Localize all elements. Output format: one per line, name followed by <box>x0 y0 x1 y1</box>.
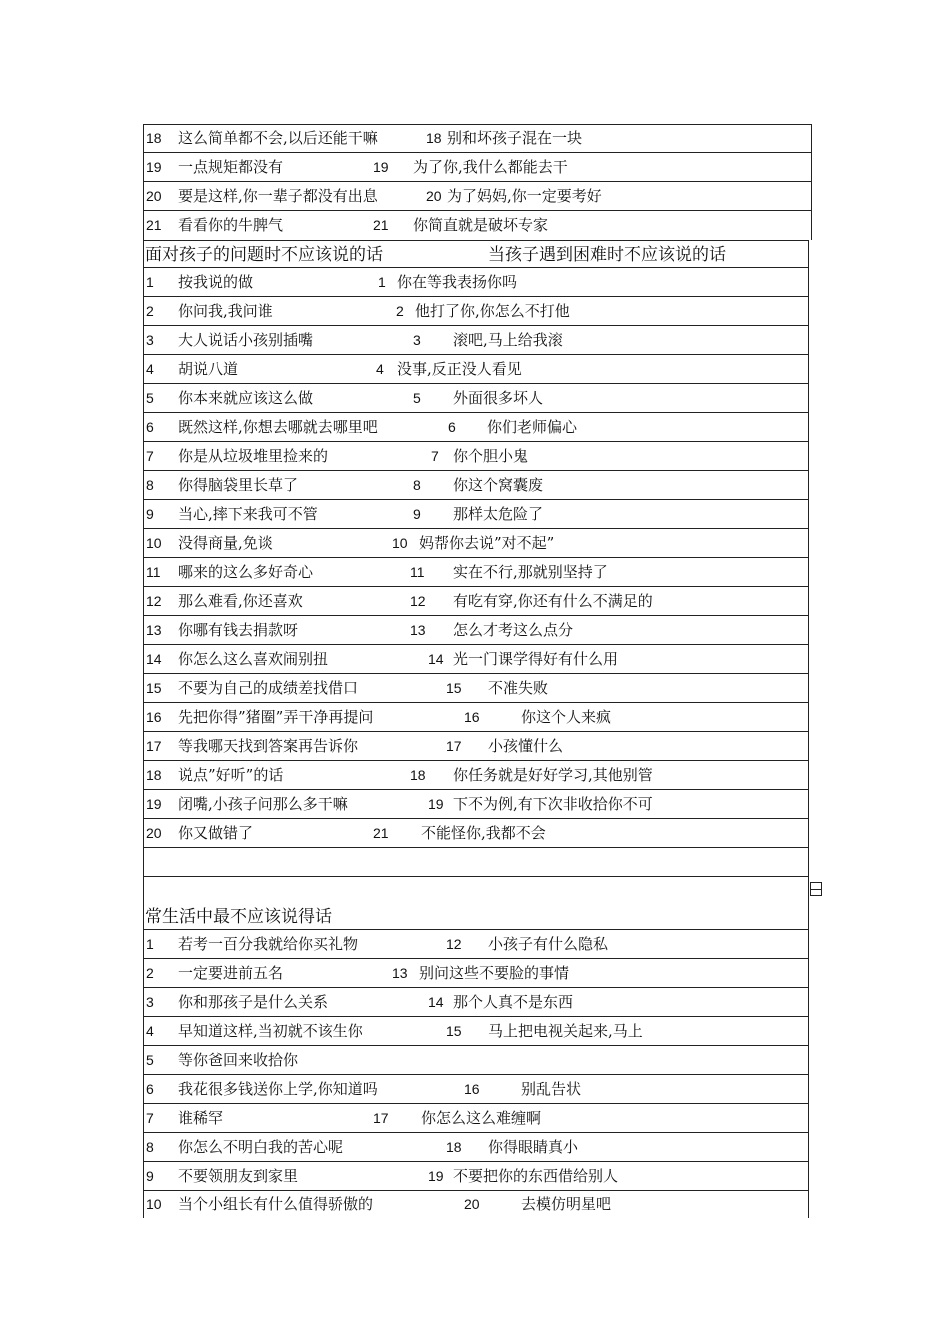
row-number: 21 <box>146 217 162 233</box>
table-row <box>143 1017 809 1046</box>
row-text: 你怎么不明白我的苦心呢 <box>178 1138 344 1156</box>
row-number: 14 <box>146 651 162 667</box>
row-number: 15 <box>146 680 162 696</box>
table-row <box>143 1133 809 1162</box>
row-number: 1 <box>146 274 154 290</box>
row-text: 你本来就应该这么做 <box>178 389 314 407</box>
row-number: 10 <box>146 535 162 551</box>
row-text: 别问这些不要脸的事情 <box>419 964 570 982</box>
row-number: 3 <box>146 994 154 1010</box>
table-row <box>143 529 809 558</box>
row-number: 4 <box>146 1023 154 1039</box>
row-text: 你们老师偏心 <box>487 418 578 436</box>
row-number: 10 <box>146 1196 162 1212</box>
table-row <box>143 703 809 732</box>
row-number: 11 <box>146 564 161 580</box>
row-number: 8 <box>413 477 421 493</box>
row-number: 7 <box>431 448 439 464</box>
row-text: 你任务就是好好学习,其他别管 <box>453 766 653 784</box>
row-number: 13 <box>410 622 426 638</box>
row-number: 19 <box>146 796 162 812</box>
row-number: 20 <box>146 825 162 841</box>
row-number: 9 <box>146 506 154 522</box>
table-row <box>143 442 809 471</box>
row-number: 11 <box>410 564 425 580</box>
row-text: 下不为例,有下次非收拾你不可 <box>453 795 653 813</box>
row-number: 21 <box>373 825 389 841</box>
row-number: 12 <box>446 936 462 952</box>
row-number: 5 <box>146 390 154 406</box>
table-row <box>143 819 809 848</box>
table-row <box>143 1190 809 1219</box>
row-number: 18 <box>426 130 442 146</box>
row-number: 12 <box>146 593 162 609</box>
row-number: 15 <box>446 680 462 696</box>
table-row <box>143 471 809 500</box>
row-text: 你怎么这么难缠啊 <box>421 1109 542 1127</box>
row-text: 没事,反正没人看见 <box>397 360 522 378</box>
section-heading-row <box>143 902 809 930</box>
row-number: 17 <box>146 738 162 754</box>
row-text: 既然这样,你想去哪就去哪里吧 <box>178 418 378 436</box>
table-row-empty <box>143 848 809 877</box>
row-number: 1 <box>378 274 386 290</box>
row-text: 你和那孩子是什么关系 <box>178 993 329 1011</box>
row-text: 先把你得”猪圈”弄干净再提问 <box>178 708 374 726</box>
row-number: 21 <box>373 217 389 233</box>
row-number: 19 <box>146 159 162 175</box>
row-text: 你个胆小鬼 <box>453 447 529 465</box>
row-text: 早知道这样,当初就不该生你 <box>178 1022 363 1040</box>
row-text: 光一门课学得好有什么用 <box>453 650 619 668</box>
table-row <box>143 790 809 819</box>
row-number: 14 <box>428 994 444 1010</box>
row-text: 别乱告状 <box>521 1080 582 1098</box>
row-number: 12 <box>410 593 426 609</box>
row-text: 去模仿明星吧 <box>521 1195 612 1213</box>
row-text: 你又做错了 <box>178 824 254 842</box>
table-row <box>143 645 809 674</box>
row-text: 你是从垃圾堆里捡来的 <box>178 447 329 465</box>
row-number: 4 <box>146 361 154 377</box>
table-row <box>143 326 809 355</box>
table-resize-handle[interactable] <box>810 882 822 896</box>
row-text: 看看你的牛脾气 <box>178 216 284 234</box>
row-number: 2 <box>146 965 154 981</box>
row-text: 马上把电视关起来,马上 <box>488 1022 643 1040</box>
table-row <box>143 268 809 297</box>
row-number: 19 <box>373 159 389 175</box>
row-text: 你怎么这么喜欢闹别扭 <box>178 650 329 668</box>
table-row <box>143 500 809 529</box>
row-number: 13 <box>146 622 162 638</box>
row-number: 20 <box>464 1196 480 1212</box>
row-text: 有吃有穿,你还有什么不满足的 <box>453 592 653 610</box>
row-text: 为了妈妈,你一定要考好 <box>447 187 602 205</box>
table-row <box>143 959 809 988</box>
table-row <box>143 211 812 240</box>
row-number: 7 <box>146 448 154 464</box>
row-number: 18 <box>446 1139 462 1155</box>
row-text: 按我说的做 <box>178 273 254 291</box>
row-text: 妈帮你去说”对不起” <box>419 534 555 552</box>
row-text: 这么简单都不会,以后还能干嘛 <box>178 129 378 147</box>
row-text: 别和坏孩子混在一块 <box>447 129 583 147</box>
table-row <box>143 297 809 326</box>
row-text: 不准失败 <box>488 679 549 697</box>
row-text: 当个小组长有什么值得骄傲的 <box>178 1195 374 1213</box>
row-text: 你这个窝囊废 <box>453 476 544 494</box>
row-number: 15 <box>446 1023 462 1039</box>
row-text: 为了你,我什么都能去干 <box>413 158 568 176</box>
row-number: 18 <box>146 767 162 783</box>
row-text: 你在等我表扬你吗 <box>397 273 518 291</box>
row-number: 5 <box>146 1052 154 1068</box>
row-text: 不要领朋友到家里 <box>178 1167 299 1185</box>
row-text: 不要把你的东西借给别人 <box>453 1167 619 1185</box>
row-number: 16 <box>464 1081 480 1097</box>
row-text: 若考一百分我就给你买礼物 <box>178 935 359 953</box>
row-text: 滚吧,马上给我滚 <box>453 331 563 349</box>
row-text: 实在不行,那就别坚持了 <box>453 563 608 581</box>
row-text: 你哪有钱去捐款呀 <box>178 621 299 639</box>
row-text: 他打了你,你怎么不打他 <box>415 302 570 320</box>
row-text: 那样太危险了 <box>453 505 544 523</box>
table-row <box>143 930 809 959</box>
row-text: 当心,摔下来我可不管 <box>178 505 318 523</box>
row-text: 一点规矩都没有 <box>178 158 284 176</box>
table-row <box>143 355 809 384</box>
section-heading-left: 面对孩子的问题时不应该说的话 <box>145 245 383 265</box>
table-row <box>143 761 809 790</box>
row-number: 16 <box>146 709 162 725</box>
row-number: 18 <box>146 130 162 146</box>
row-text: 你这个人来疯 <box>521 708 612 726</box>
table-row <box>143 384 809 413</box>
row-text: 谁稀罕 <box>178 1109 224 1127</box>
row-text: 不要为自己的成绩差找借口 <box>178 679 359 697</box>
row-number: 20 <box>146 188 162 204</box>
table-row <box>143 674 809 703</box>
table-row <box>143 1046 809 1075</box>
table-row <box>143 558 809 587</box>
table-row <box>143 1162 809 1191</box>
row-number: 7 <box>146 1110 154 1126</box>
table-row <box>143 1075 809 1104</box>
row-number: 3 <box>146 332 154 348</box>
row-number: 17 <box>446 738 462 754</box>
row-number: 8 <box>146 1139 154 1155</box>
row-text: 哪来的这么多好奇心 <box>178 563 314 581</box>
row-text: 外面很多坏人 <box>453 389 544 407</box>
row-text: 小孩懂什么 <box>488 737 564 755</box>
row-text: 说点”好听”的话 <box>178 766 284 784</box>
row-number: 19 <box>428 1168 444 1184</box>
row-number: 20 <box>426 188 442 204</box>
row-text: 一定要进前五名 <box>178 964 284 982</box>
row-number: 17 <box>373 1110 389 1126</box>
row-number: 10 <box>392 535 408 551</box>
row-text: 你得眼睛真小 <box>488 1138 579 1156</box>
row-number: 6 <box>146 419 154 435</box>
row-text: 要是这样,你一辈子都没有出息 <box>178 187 378 205</box>
row-number: 16 <box>464 709 480 725</box>
row-text: 胡说八道 <box>178 360 239 378</box>
row-text: 闭嘴,小孩子问那么多干嘛 <box>178 795 348 813</box>
row-number: 9 <box>146 1168 154 1184</box>
row-text: 你简直就是破坏专家 <box>413 216 549 234</box>
section-heading: 常生活中最不应该说得话 <box>145 907 332 927</box>
table-row <box>143 988 809 1017</box>
row-text: 那个人真不是东西 <box>453 993 574 1011</box>
row-text: 没得商量,免谈 <box>178 534 273 552</box>
row-number: 19 <box>428 796 444 812</box>
table-row <box>143 182 812 211</box>
table-row <box>143 153 812 182</box>
row-number: 9 <box>413 506 421 522</box>
row-number: 8 <box>146 477 154 493</box>
row-number: 2 <box>396 303 404 319</box>
table-row <box>143 1104 809 1133</box>
row-number: 1 <box>146 936 154 952</box>
row-text: 大人说话小孩别插嘴 <box>178 331 314 349</box>
row-number: 5 <box>413 390 421 406</box>
row-text: 你问我,我问谁 <box>178 302 273 320</box>
row-text: 那么难看,你还喜欢 <box>178 592 303 610</box>
row-number: 4 <box>376 361 384 377</box>
row-text: 怎么才考这么点分 <box>453 621 574 639</box>
section-heading-right: 当孩子遇到困难时不应该说的话 <box>488 245 726 265</box>
section-heading-row <box>143 240 809 268</box>
row-text: 你得脑袋里长草了 <box>178 476 299 494</box>
table-row <box>143 124 812 153</box>
row-text: 等我哪天找到答案再告诉你 <box>178 737 359 755</box>
row-number: 6 <box>146 1081 154 1097</box>
row-text: 不能怪你,我都不会 <box>421 824 546 842</box>
row-number: 2 <box>146 303 154 319</box>
row-number: 6 <box>448 419 456 435</box>
table-row <box>143 732 809 761</box>
row-text: 我花很多钱送你上学,你知道吗 <box>178 1080 378 1098</box>
row-number: 14 <box>428 651 444 667</box>
table-row <box>143 587 809 616</box>
row-text: 小孩子有什么隐私 <box>488 935 609 953</box>
row-number: 13 <box>392 965 408 981</box>
table-row <box>143 413 809 442</box>
table-row <box>143 616 809 645</box>
row-text: 等你爸回来收拾你 <box>178 1051 299 1069</box>
row-number: 18 <box>410 767 426 783</box>
row-number: 3 <box>413 332 421 348</box>
